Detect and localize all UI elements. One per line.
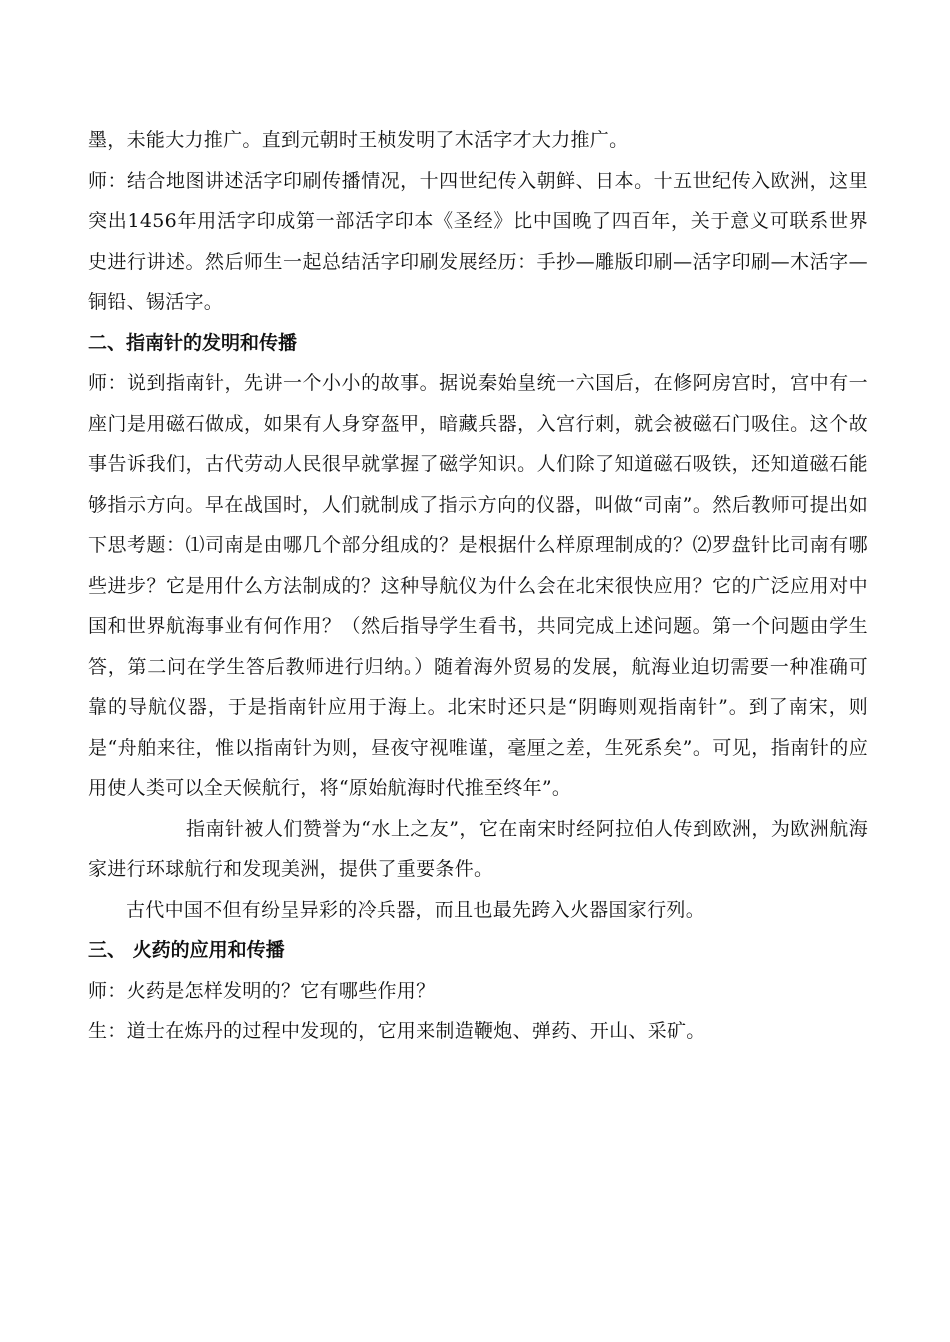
section-heading-gunpowder: 三、 火药的应用和传播 [88, 939, 285, 961]
paragraph-teacher-gunpowder-question: 师：火药是怎样发明的？它有哪些作用？ [88, 979, 436, 1002]
paragraph-student-gunpowder-answer: 生：道士在炼丹的过程中发现的，它用来制造鞭炮、弹药、开山、采矿。 [88, 1020, 706, 1042]
paragraph-teacher-movable-type-spread: 师：结合地图讲述活字印刷传播情况，十四世纪传入朝鲜、日本。十五世纪传入欧洲，这里突出1456年用活字印成第一部活字印本《圣经》比中国晚了四百年，关于意义可联系世界史进行讲述。然后师生一起总结活字印刷发展经历：手抄—雕版印刷—活字印刷—木活字—铜铅、锡活字。 [88, 169, 868, 313]
paragraph-movable-type-end: 墨，未能大力推广。直到元朝时王桢发明了木活字才大力推广。 [88, 129, 629, 151]
document-page [88, 120, 868, 1052]
paragraph-teacher-compass-story: 师：说到指南针，先讲一个小小的故事。据说秦始皇统一六国后，在修阿房宫时，宫中有一座门是用磁石做成，如果有人身穿盔甲，暗藏兵器，入宫行刺，就会被磁石门吸住。这个故事告诉我们，古代劳动人民很早就掌握了磁学知识。人们除了知道磁石吸铁，还知道磁石能够指示方向。早在战国时，人们就制成了指示方向的仪器，叫做“司南”。然后教师可提出如下思考题：⑴司南是由哪几个部分组成的？是根据什么样原理制成的？⑵罗盘针比司南有哪些进步？它是用什么方法制成的？这种导航仪为什么会在北宋很快应用？它的广泛应用对中国和世界航海事业有何作用？（然后指导学生看书，共同完成上述问题。第一个问题由学生答，第二问在学生答后教师进行归纳。）随着海外贸易的发展，航海业迫切需要一种准确可靠的导航仪器，于是指南针应用于海上。北宋时还只是“阴晦则观指南针”。到了南宋，则是“舟舶来往，惟以指南针为则，昼夜守视唯谨，毫厘之差，生死系矣”。可见，指南针的应用使人类可以全天候航行，将“原始航海时代推至终年”。 [88, 372, 868, 799]
paragraph-firearms-intro: 古代中国不但有纷呈异彩的冷兵器，而且也最先跨入火器国家行列。 [126, 898, 706, 921]
paragraph-compass-spread: 指南针被人们赞誉为“水上之友”，它在南宋时经阿拉伯人传到欧洲，为欧洲航海家进行环球航行和发现美洲，提供了重要条件。 [88, 817, 868, 880]
section-heading-compass: 二、指南针的发明和传播 [88, 331, 298, 354]
